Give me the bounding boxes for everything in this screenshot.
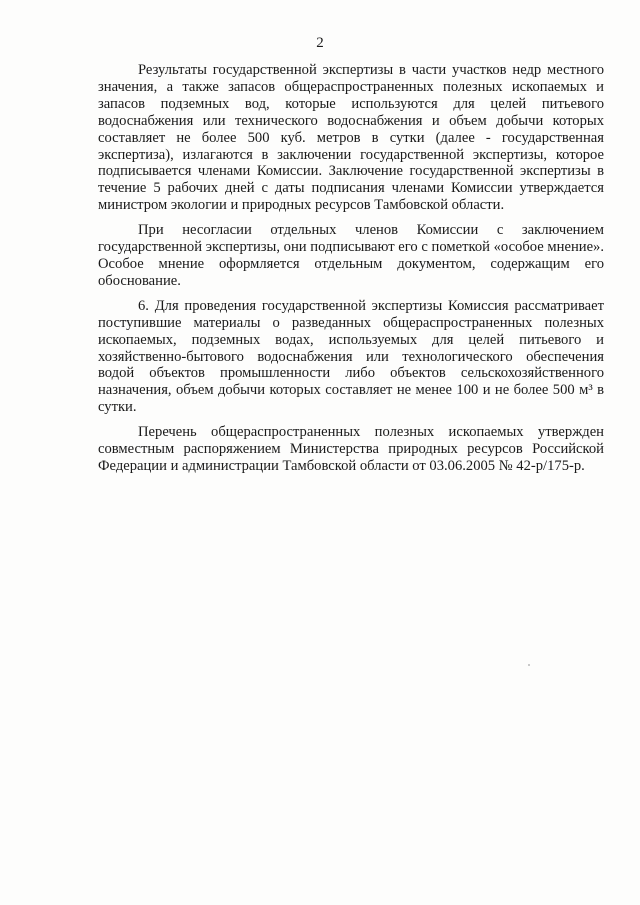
paragraph-minerals-list: Перечень общераспространенных полезных ископаемых утвержден совместным распоряжением Министерства природных ресурсов Российской Федерации и администрации Тамбовской области от 03.06.2005 № 42-р/175-р. xyxy=(98,424,604,474)
page-number: 2 xyxy=(316,35,324,51)
paragraph-expertise-results: Результаты государственной экспертизы в части участков недр местного значения, а также запасов общераспространенных полезных ископаемых и запасов подземных вод, которые используются для целей питьевого водоснабжения или технического водоснабжения и объем добычи которых составляет не более 500 куб. метров в сутки (далее - государственная экспертиза), излагаются в заключении государственной экспертизы, которое подписывается членами Комиссии. Заключение государственной экспертизы в течение 5 рабочих дней с даты подписания членами Комиссии утверждается министром экологии и природных ресурсов Тамбовской области. xyxy=(98,62,604,214)
scan-speck xyxy=(528,664,530,666)
paragraph-dissenting-opinion: При несогласии отдельных членов Комиссии с заключением государственной экспертизы, они подписывают его с пометкой «особое мнение». Особое мнение оформляется отдельным документом, содержащим его обоснование. xyxy=(98,222,604,289)
paragraph-item-6: 6. Для проведения государственной экспертизы Комиссия рассматривает поступившие материалы о разведанных общераспространенных полезных ископаемых, подземных водах, используемых для целей питьевого и хозяйственно-бытового водоснабжения или технологического обеспечения водой объектов промышленности либо объектов сельскохозяйственного назначения, объем добычи которых составляет не менее 100 и не более 500 м³ в сутки. xyxy=(98,297,604,416)
document-body xyxy=(98,62,604,475)
